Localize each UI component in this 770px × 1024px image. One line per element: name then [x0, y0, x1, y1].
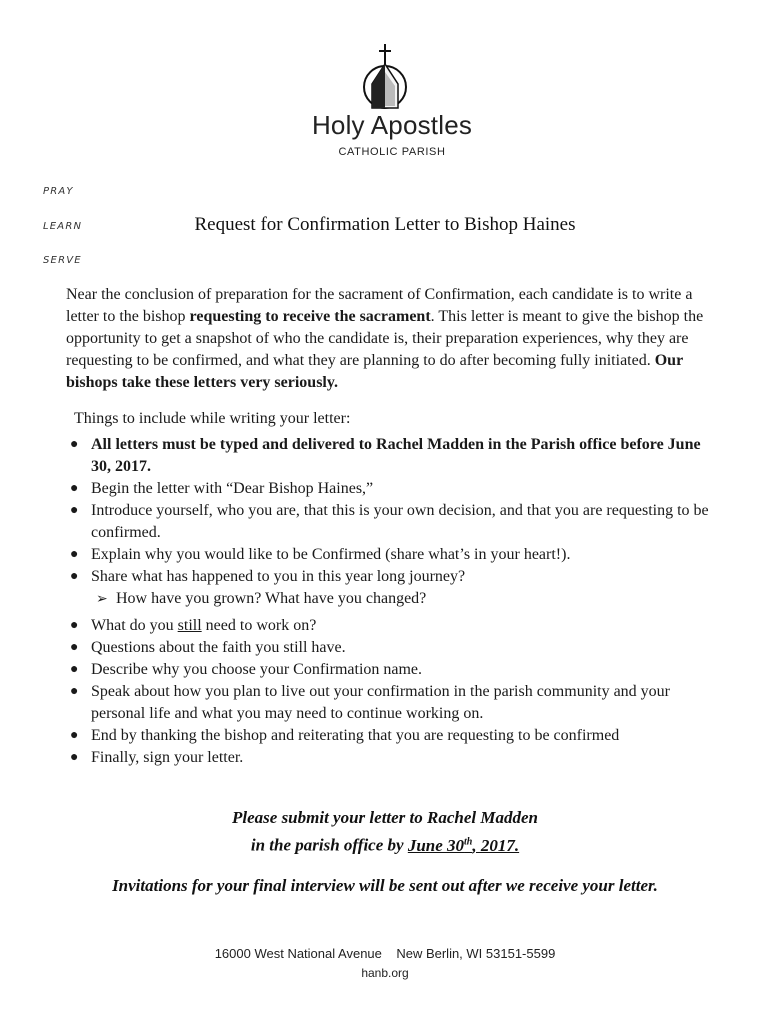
list-item [66, 615, 716, 637]
bullet-icon: ● [70, 662, 79, 677]
footer-website: hanb.org [361, 966, 409, 980]
church-cross-logo-icon [355, 42, 415, 120]
list-item [66, 681, 716, 725]
deadline-date: June 30 [407, 835, 465, 855]
bullet-text: Explain why you would like to be Confirmed (share what’s in your heart!). [91, 546, 571, 563]
bullet-text: What do you [91, 617, 178, 634]
bullet-text: Describe why you choose your Confirmation name. [91, 661, 423, 678]
list-item [66, 478, 716, 500]
bullet-text: Finally, sign your letter. [91, 749, 244, 766]
bullet-text: Begin the letter with “Dear Bishop Haines,” [91, 480, 374, 497]
bullet-text: Introduce yourself, who you are, that this is your own decision, and that you are requesting to be confirmed. [91, 502, 709, 541]
list-item [66, 637, 716, 659]
deadline-suffix: th [464, 836, 473, 847]
intro-text-1: Near the conclusion of preparation for the sacrament of Confirmation, each candidate is to write a letter to the bishop [66, 286, 693, 325]
submit-notice [0, 806, 770, 858]
bullet-text: Speak about how you plan to live out your confirmation in the parish community and your personal life and what you may need to continue working on. [91, 683, 671, 722]
intro-bold-1: requesting to receive the sacrament [189, 308, 431, 325]
motto-pray: PRAY [43, 186, 74, 197]
footer-address: 16000 West National Avenue New Berlin, WI 53151-5599 [214, 946, 556, 961]
intro-bold-2: Our bishops take these letters very seriously. [66, 352, 683, 391]
arrow-bullet-icon: ➢ [96, 591, 108, 607]
intro-text-2: . This letter is meant to give the bishop the opportunity to get a snapshot of who the candidate is, their preparation experiences, why they are requesting to be confirmed, and what they are planning to do after becoming fully initiated. [66, 308, 704, 369]
instructions-list [66, 434, 716, 769]
bullet-text: Questions about the faith you still have. [91, 639, 346, 656]
submit-deadline [408, 836, 519, 855]
bullet-icon: ● [70, 684, 79, 699]
bullet-icon: ● [70, 481, 79, 496]
parish-name: Holy Apostles [311, 110, 473, 140]
things-heading: Things to include while writing your letter: [74, 410, 351, 427]
list-item [66, 747, 716, 769]
bullet-icon: ● [70, 640, 79, 655]
motto-serve: SERVE [43, 255, 82, 266]
bullet-icon: ● [70, 618, 79, 633]
document-title: Request for Confirmation Letter to Bishop Haines [194, 214, 576, 235]
bullet-icon: ● [70, 728, 79, 743]
list-item [66, 544, 716, 566]
underlined-word: still [177, 617, 202, 634]
bullet-text: All letters must be typed and delivered to Rachel Madden in the Parish office before June 30, 2017. [91, 436, 701, 475]
bullet-text-end: need to work on? [201, 617, 317, 634]
deadline-year: , 2017. [472, 835, 520, 855]
sub-bullet-text: How have you grown? What have you changed? [116, 590, 427, 607]
list-item [66, 434, 716, 478]
bullet-text: Share what has happened to you in this year long journey? [91, 568, 466, 585]
bullet-icon: ● [70, 503, 79, 518]
bullet-text: End by thanking the bishop and reiterating that you are requesting to be confirmed [91, 727, 620, 744]
submit-line-2 [0, 830, 770, 858]
list-item [66, 659, 716, 681]
bullet-icon: ● [70, 437, 79, 452]
submit-line-2-text: in the parish office by [250, 835, 408, 855]
sub-list-item [66, 588, 716, 610]
parish-subtitle: CATHOLIC PARISH [338, 146, 446, 158]
bullet-icon: ● [70, 547, 79, 562]
motto-learn: LEARN [43, 221, 83, 232]
list-item [66, 566, 716, 588]
intro-paragraph [66, 284, 706, 394]
list-item [66, 725, 716, 747]
bullet-icon: ● [70, 569, 79, 584]
submit-line-1: Please submit your letter to Rachel Madden [232, 808, 538, 827]
invitation-notice: Invitations for your final interview will be sent out after we receive your letter. [112, 876, 658, 895]
list-item [66, 500, 716, 544]
bullet-icon: ● [70, 750, 79, 765]
